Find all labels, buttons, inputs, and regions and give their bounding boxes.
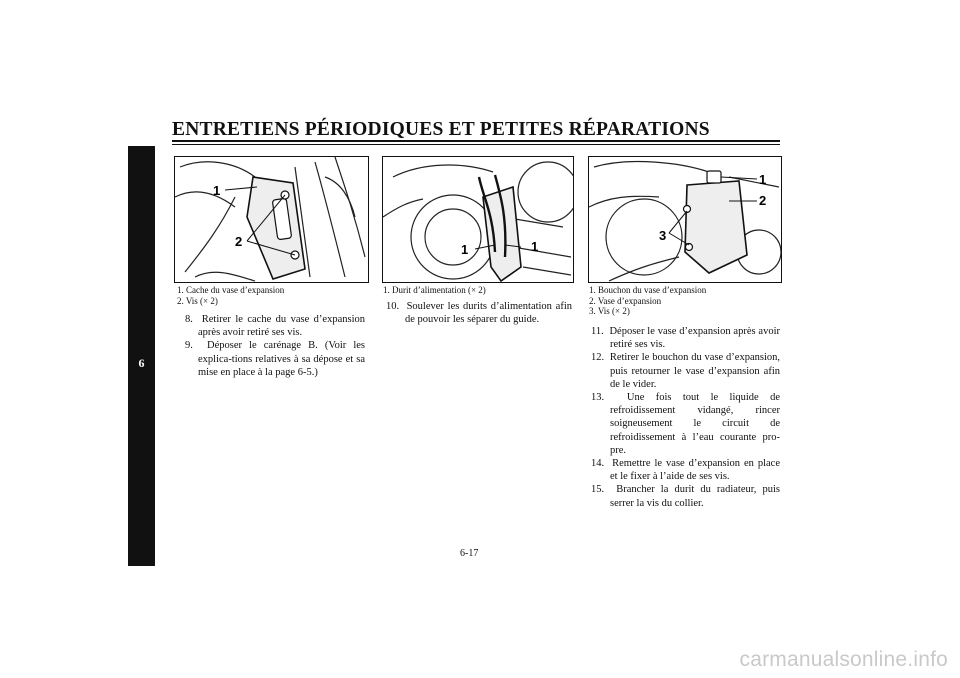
caption-line: 3. Vis (× 2) — [589, 306, 630, 316]
step-item — [185, 339, 365, 379]
step-text: Déposer le vase d’expansion après avoir retiré ses vis. — [609, 326, 781, 351]
step-text: Brancher la durit du radiateur, puis serrer la vis du collier. — [610, 484, 781, 509]
figure-expansion-tank-illustration — [589, 157, 781, 282]
caption-col2 — [383, 285, 573, 296]
caption-line: 1. Durit d’alimentation (× 2) — [383, 285, 486, 295]
step-number: 10. — [386, 301, 400, 312]
figure-supply-hoses-illustration — [383, 157, 573, 282]
steps-col3 — [591, 325, 780, 510]
step-item — [591, 391, 780, 457]
figure-expansion-tank-callout-1: 1 — [759, 172, 767, 187]
steps-col2 — [386, 300, 572, 326]
step-item — [386, 300, 572, 326]
page-title: ENTRETIENS PÉRIODIQUES ET PETITES RÉPARATIONS — [172, 119, 710, 140]
figure-supply-hoses — [382, 156, 574, 283]
chapter-tab — [128, 146, 155, 566]
caption-line: 2. Vase d’expansion — [589, 295, 662, 306]
steps-col1 — [185, 313, 365, 379]
step-item — [591, 457, 780, 483]
caption-line: 1. Cache du vase d’expansion — [177, 285, 285, 295]
header-rule-thin — [172, 144, 780, 145]
step-item — [591, 483, 780, 509]
step-number: 14. — [591, 458, 605, 470]
figure-expansion-tank — [588, 156, 782, 283]
step-number: 13. — [591, 392, 605, 404]
caption-col1 — [177, 285, 367, 306]
step-text: Déposer le carénage B. (Voir les explica-tions relatives à sa dépose et sa mise en place à la page 6-5.) — [198, 340, 366, 378]
step-text: Retirer le bouchon du vase d’expansion, puis retourner le vase d’expansion afin de le vider. — [609, 352, 781, 390]
figure-expansion-cover-callout-1: 1 — [213, 183, 221, 198]
caption-line: 1. Bouchon du vase d’expansion — [589, 285, 707, 295]
step-number: 11. — [591, 326, 604, 337]
figure-expansion-tank-callout-2: 2 — [759, 193, 767, 208]
step-number: 15. — [591, 484, 605, 496]
step-item — [185, 313, 365, 339]
chapter-tab-number: 6 — [138, 356, 145, 370]
page-number: 6-17 — [460, 548, 479, 559]
step-text: Soulever les durits d’alimentation afin de pouvoir les séparer du guide. — [405, 301, 572, 326]
step-text: Une fois tout le liquide de refroidissement vidangé, rincer soigneusement le circuit de refroidissement à l’eau courante pro-pre. — [610, 392, 781, 456]
figure-supply-hoses-callout-1a: 1 — [461, 242, 469, 257]
step-number: 9. — [185, 340, 193, 352]
figure-expansion-cover — [174, 156, 369, 283]
figure-expansion-cover-callout-2: 2 — [235, 234, 243, 249]
step-item — [591, 351, 780, 391]
step-number: 8. — [185, 314, 193, 325]
step-text: Remettre le vase d’expansion en place et le fixer à l’aide de ses vis. — [610, 458, 780, 483]
step-text: Retirer le cache du vase d’expansion après avoir retiré ses vis. — [198, 314, 366, 339]
step-number: 12. — [591, 352, 605, 364]
watermark[interactable]: carmanualsonline.info — [739, 648, 948, 671]
header-rule-thick — [172, 140, 780, 142]
caption-col3 — [589, 285, 779, 317]
figure-supply-hoses-callout-1b: 1 — [531, 239, 539, 254]
figure-expansion-tank-callout-3: 3 — [659, 228, 667, 243]
step-item — [591, 325, 780, 351]
figure-expansion-cover-illustration — [175, 157, 368, 282]
caption-line: 2. Vis (× 2) — [177, 295, 218, 306]
